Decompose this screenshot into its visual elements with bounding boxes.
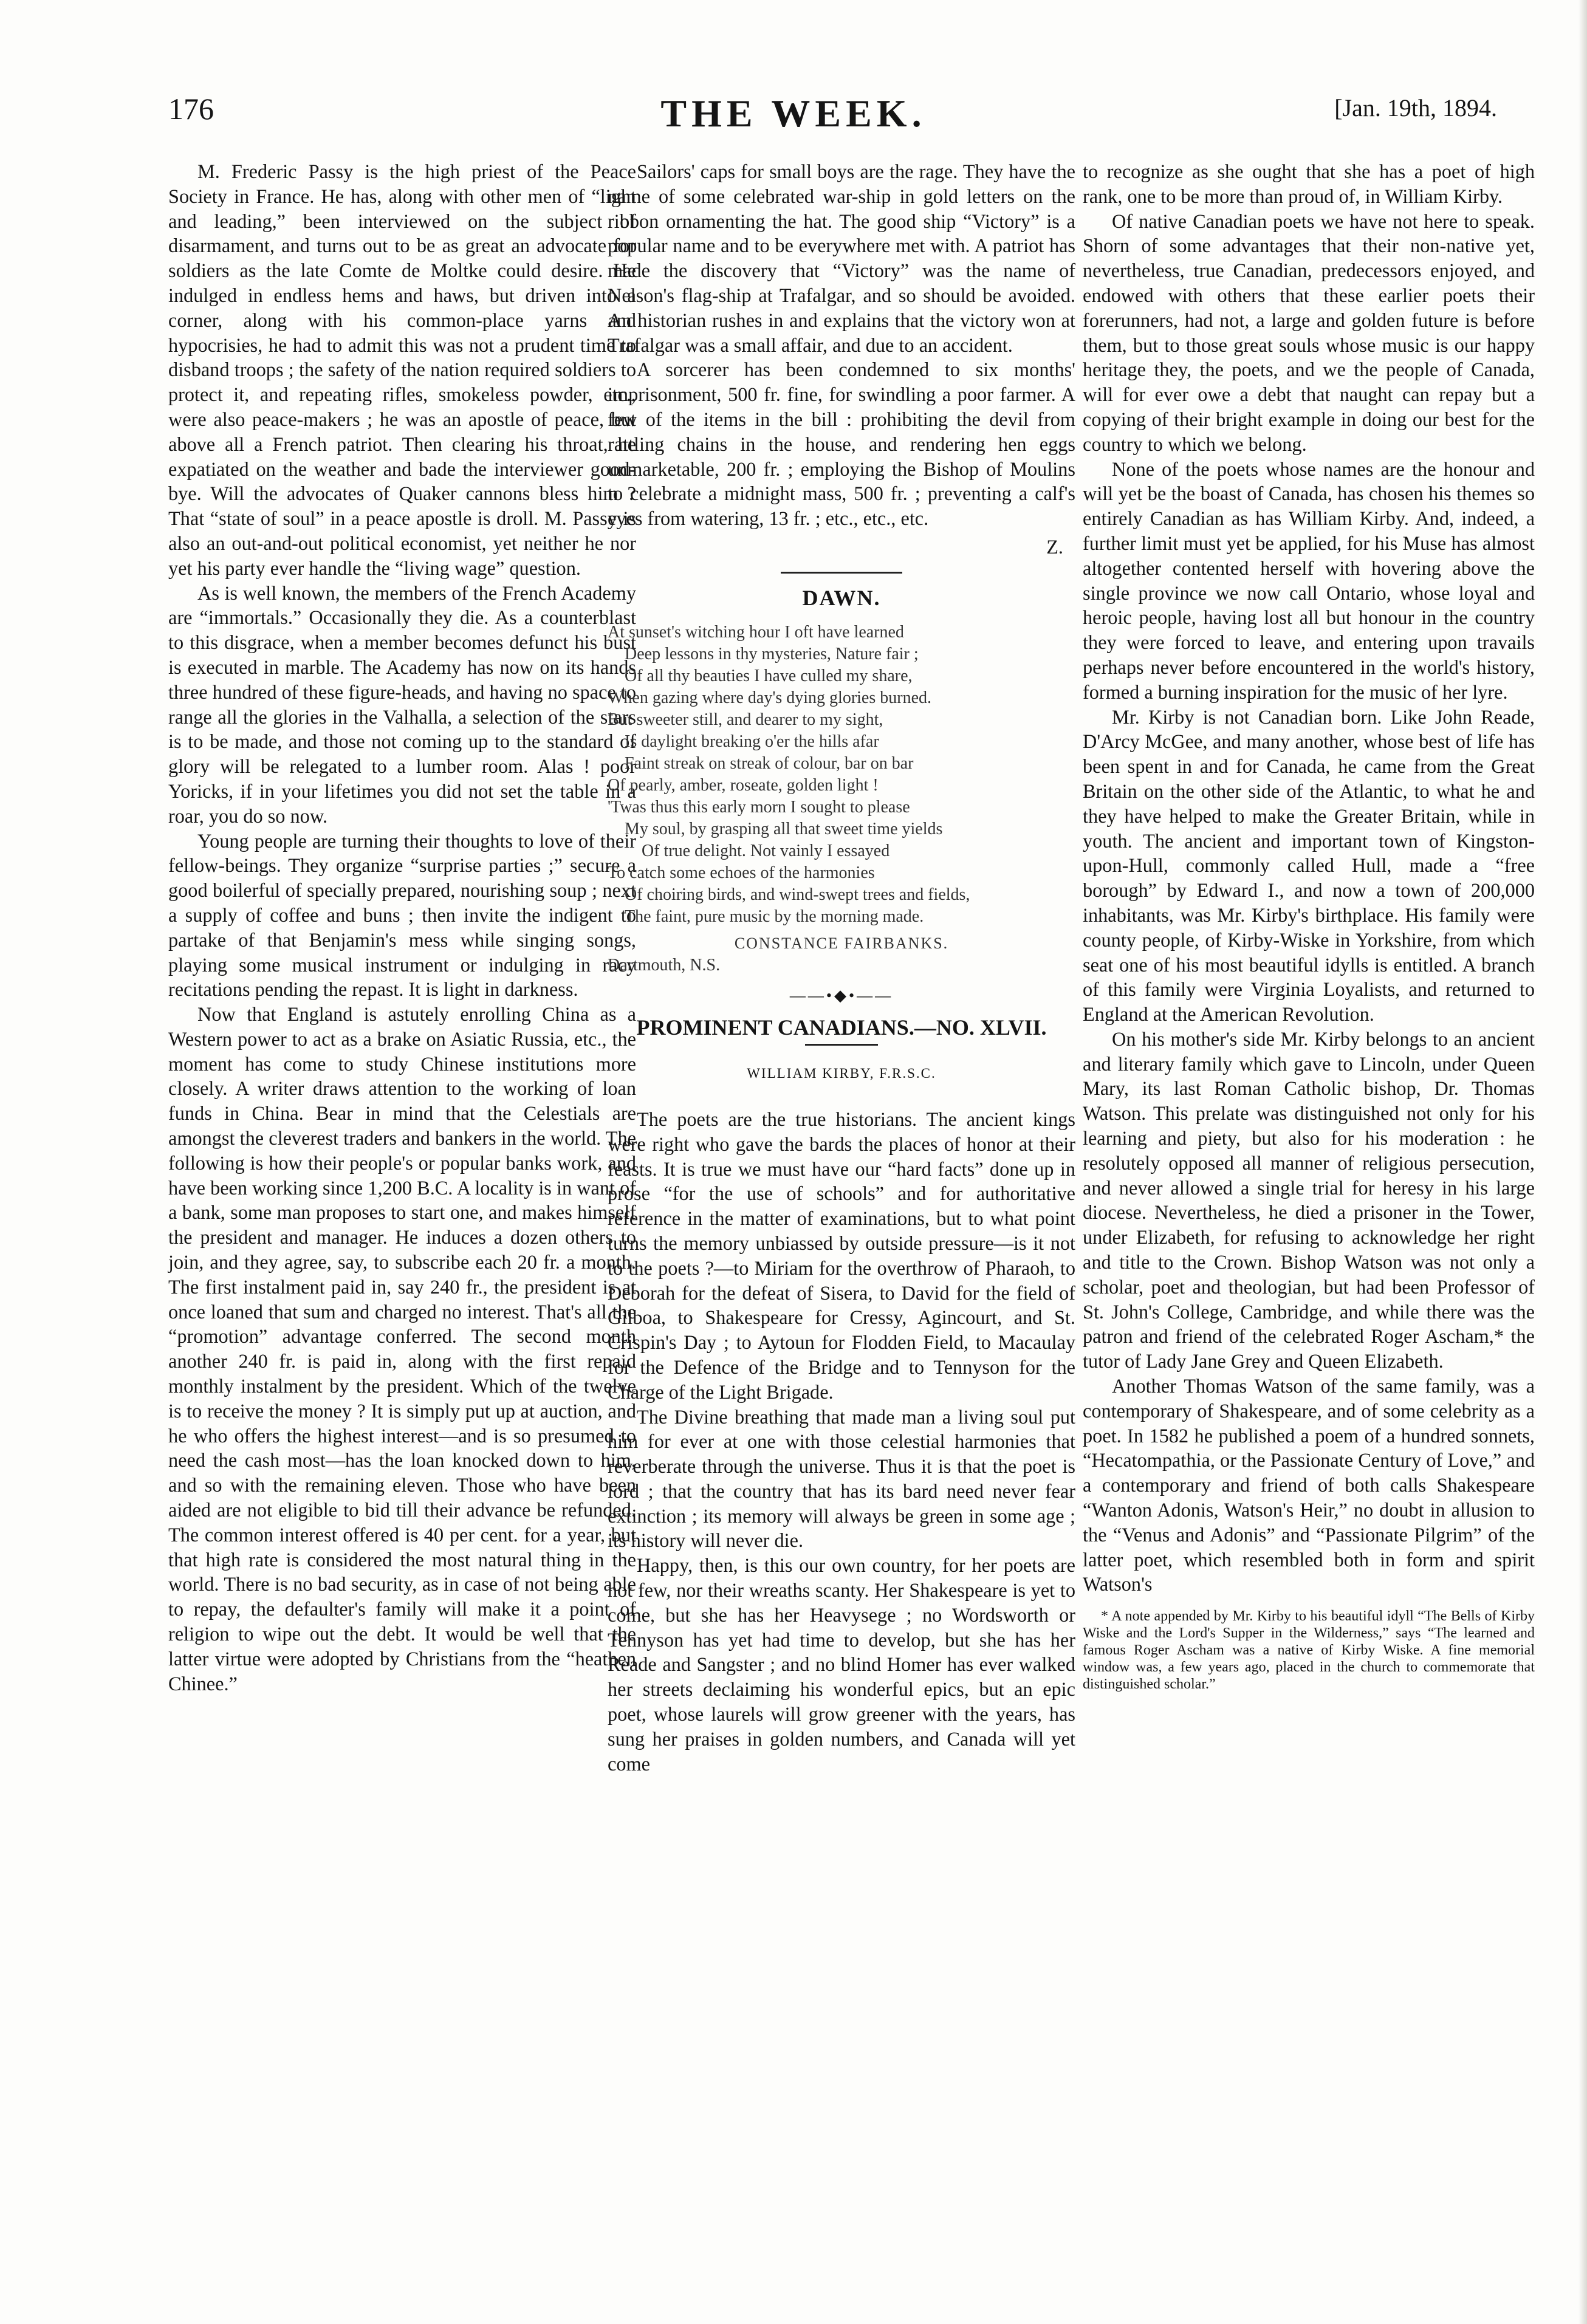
poem-author: CONSTANCE FAIRBANKS. [734, 934, 949, 952]
paragraph: to recognize as she ought that she has a poet of high rank, one to be more than proud of, in William Kirby. [1083, 160, 1535, 207]
paragraph: Another Thomas Watson of the same family, was a contemporary of Shakespeare, and of some celebrity as a poet. In 1582 he published a poem of a hundred sonnets, “Hecatompathia, or the Passionate Century of Love,” and a contemporary and friend of both calls Shakespeare “Wanton Adonis, Watson's Heir,” no doubt in allusion to the “Venus and Adonis” and “Passionate Pilgrim” of the latter poet, which resembled both in form and spirit Watson's [1083, 1375, 1535, 1596]
poem-line: Of pearly, amber, roseate, golden light ! [608, 775, 879, 795]
paragraph: The poets are the true historians. The ancient kings were right who gave the bards the places of honor at their feasts. It is true we must have our “hard facts” done up in prose “for the use of schools” and for authoritative reference in the matter of examinations, but to what point turns the memory unbiassed by outside pressure—is it not to the poets ?—to Miriam for the overthrow of Pharaoh, to Deborah for the defeat of Sisera, to David for the field of Gilboa, to Shakespeare for Cressy, Agincourt, and St. Crispin's Day ; to Aytoun for Flodden Field, to Macaulay for the Defence of the Bridge and to Tennyson for the Charge of the Light Brigade. [608, 1108, 1075, 1403]
column-2 [608, 159, 1075, 1776]
poem-line: But sweeter still, and dearer to my sight, [608, 710, 883, 729]
footnote-text: * A note appended by Mr. Kirby to his beautiful idyll “The Bells of Kirby Wiske and the Lord's Supper in the Wilderness,” says “The learned and famous Roger Ascham was a native of Kirby Wiske. A fine memorial window was, a few years ago, placed in the church to commemorate that distinguished scholar.” [1083, 1608, 1535, 1693]
paragraph: Young people are turning their thoughts to love of their fellow-beings. They organize “surprise parties ;” secure a good boilerful of specially prepared, nourishing soup ; next a supply of coffee and buns ; then invite the indigent to partake of that Benjamin's mess while singing songs, playing some musical instrument or indulging in racy recitations pending the repast. It is light in darkness. [168, 829, 636, 1001]
poem-line: Is daylight breaking o'er the hills afar [625, 732, 879, 751]
poem-line: 'Twas thus this early morn I sought to please [608, 797, 910, 817]
paragraph: Of native Canadian poets we have not here to speak. Shorn of some advantages that their non-native yet, nevertheless, true Canadian, predecessors enjoyed, and endowed with others that these earlier poets their forerunners, had not, a large and golden future is before them, but to those great souls whose music is our happy heritage they, the poets, and we the people of Canada, will for ever owe a debt that naught can repay but a copying of their bright example in doing our best for the country to which we belong. [1083, 210, 1535, 455]
paragraph: As is well known, the members of the French Academy are “immortals.” Occasionally they die. As a counterblast to this disgrace, when a member becomes defunct his bust is executed in marble. The Academy has now on its hands three hundred of these figure-heads, and having no space to range all the glories in the Valhalla, a selection of the stars is to be made, and those not coming up to the standard of glory will be relegated to a lumber room. Alas ! poor Yoricks, if in your lifetimes you did not set the table in a roar, you do so now. [168, 581, 636, 827]
poem-line: The faint, pure music by the morning made. [625, 907, 924, 926]
issue-date: [Jan. 19th, 1894. [1334, 94, 1497, 122]
paragraph: Mr. Kirby is not Canadian born. Like John Reade, D'Arcy McGee, and many another, whose best of life has been spent in and for Canada, he came from the Great Britain on the other side of the Atlantic, to what he and they have helped to make the Greater Britain, while in youth. The ancient and important town of Kingston-upon-Hull, commonly called Hull, made a “free borough” by Edward I., and now a town of 200,000 inhabitants, was Mr. Kirby's birthplace. His family were county people, of Kirby-Wiske in Yorkshire, from which seat one of his most beautiful idylls is entitled. A branch of this family were Virginia Loyalists, and returned to England at the American Revolution. [1083, 705, 1535, 1026]
poem-line: Of true delight. Not vainly I essayed [642, 841, 890, 860]
divider-rule [781, 572, 902, 574]
paragraph: M. Frederic Passy is the high priest of the Peace Society in France. He has, along with other men of “light and leading,” been interviewed on the subject of disarmament, and turns out to be as great an advocate for soldiers as the late Comte de Moltke could desire. He indulged in endless hems and haws, but driven into a corner, along with his common-place yarns and hypocrisies, he had to admit this was not a prudent time to disband troops ; the safety of the nation required soldiers to protect it, and repeating rifles, smokeless powder, etc., were also peace-makers ; he was an apostle of peace, but above all a French patriot. Then clearing his throat, he expatiated on the weather and bade the interviewer good-bye. Will the advocates of Quaker cannons bless him ? That “state of soul” in a peace apostle is droll. M. Passy is also an out-and-out political economist, yet neither he nor yet his party ever handle the “living wage” question. [168, 160, 636, 579]
paragraph: Now that England is astutely enrolling China as a Western power to act as a brake on Asiatic Russia, etc., the moment has come to study Chinese institutions more closely. A writer draws attention to the working of loan funds in China. Bear in mind that the Celestials are amongst the cleverest traders and bankers in the world. The following is how their people's or popular banks work, and have been working since 1,200 B.C. A locality is in want of a bank, some man proposes to start one, and makes himself the president and manager. He induces a dozen others to join, and they agree, say, to subscribe each 20 fr. a month. The first instalment paid in, say 240 fr., the president is at once loaned that sum and charged no interest. That's all the “promotion” advantage conferred. The second month another 240 fr. is paid in, along with the first repaid monthly instalment by the president. Which of the twelve is to receive the money ? It is simply put up at auction, and he who offers the highest interest—and is so presumed to need the cash most—has the loan knocked down to him, and so with the remaining eleven. Those who have been aided are not eligible to bid till their advance be refunded. The common interest offered is 40 per cent. for a year, but that high rate is considered the most natural thing in the world. There is no bad security, as in case of not being able to repay, the defaulter's family will make it a point of religion to wipe out the debt. It would be well that the latter virtue were adopted by Christians from the “heathen Chinee.” [168, 1003, 636, 1695]
paragraph: Sailors' caps for small boys are the rage. They have the name of some celebrated war-ship in gold letters on the ribbon ornamenting the hat. The good ship “Victory” is a popular name and to be everywhere met with. A patriot has made the discovery that “Victory” was the name of Nelson's flag-ship at Trafalgar, and so should be avoided. An historian rushes in and explains that the victory won at Trafalgar was a small affair, and due to an accident. [608, 160, 1075, 356]
poem-line: To catch some echoes of the harmonies [608, 863, 875, 882]
column-1 [168, 159, 636, 1696]
poem-line: Deep lessons in thy mysteries, Nature fair ; [625, 644, 919, 663]
poem-line: Of choiring birds, and wind-swept trees and fields, [625, 885, 970, 904]
ornament-divider: ——•◆•—— [789, 986, 894, 1004]
page-number: 176 [168, 92, 214, 126]
poem-line: When gazing where day's dying glories burned. [608, 688, 931, 707]
footnote [1083, 1608, 1535, 1693]
divider-rule [805, 1044, 878, 1046]
page-header [0, 91, 1587, 140]
column-3 [1083, 159, 1535, 1693]
masthead-title: THE WEEK. [660, 92, 927, 135]
poem-title: DAWN. [802, 585, 881, 610]
poem-line: Of all thy beauties I have culled my share, [625, 666, 913, 685]
poem-place: Dartmouth, N.S. [608, 955, 721, 975]
paragraph: On his mother's side Mr. Kirby belongs to an ancient and literary family which gave to Lincoln, under Queen Mary, its last Roman Catholic bishop, Dr. Thomas Watson. This prelate was distinguished not only for his learning and piety, but also for his moderation : he resolutely opposed all manner of religious persecution, and never allowed a single trial for heresy in his large diocese. Nevertheless, he died a prisoner in the Tower, under Elizabeth, for refusing to acknowledge her right and title to the Crown. Bishop Watson was not only a scholar, poet and theologian, but had been Professor of St. John's College, Cambridge, and while there was the patron and friend of the celebrated Roger Ascham,* the tutor of Lady Jane Grey and Queen Elizabeth. [1083, 1027, 1535, 1373]
paragraph: A sorcerer has been condemned to six months' imprisonment, 500 fr. fine, for swindling a poor farmer. A few of the items in the bill : prohibiting the devil from rattling chains in the house, and rendering hen eggs unmarketable, 200 fr. ; employing the Bishop of Moulins to celebrate a midnight mass, 500 fr. ; preventing a calf's eyes from watering, 13 fr. ; etc., etc., etc. [608, 358, 1075, 530]
paragraph: None of the poets whose names are the honour and will yet be the boast of Canada, has chosen his themes so entirely Canadian as has William Kirby. And, indeed, a further limit must yet be applied, for his Muse has almost altogether contented herself with hovering above the single province we now call Ontario, whose loyal and heroic people, having lost all but honour in the country they were forced to leave, and entering upon travails perhaps never before encountered in the world's history, formed a burning inspiration for the music of her lyre. [1083, 458, 1535, 703]
signature: Z. [1046, 535, 1063, 558]
article-subtitle: WILLIAM KIRBY, F.R.S.C. [747, 1066, 936, 1081]
poem-line: At sunset's witching hour I oft have learned [608, 622, 904, 642]
poem-line: Faint streak on streak of colour, bar on bar [625, 753, 914, 773]
paragraph: Happy, then, is this our own country, for her poets are not few, nor their wreaths scanty. Her Shakespeare is yet to come, but she has her Heavysege ; no Wordsworth or Tennyson has yet had time to develop, but she has her Reade and Sangster ; and no blind Homer has ever walked her streets declaiming his wonderful epics, but an epic poet, whose laurels will grow greener with the years, has sung her praises in golden numbers, and Canada will yet come [608, 1554, 1075, 1775]
poem-line: My soul, by grasping all that sweet time yields [625, 819, 943, 838]
page-edge-shadow [1578, 0, 1587, 2324]
poem [608, 622, 1075, 976]
paragraph: The Divine breathing that made man a living soul put him for ever at one with those celestial harmonies that reverberate through the universe. Thus it is that the poet is lord ; that the country that has its bard need never fear extinction ; its memory will always be green in some age ; its history will never die. [608, 1405, 1075, 1552]
article-title: PROMINENT CANADIANS.—NO. XLVII. [636, 1015, 1047, 1040]
